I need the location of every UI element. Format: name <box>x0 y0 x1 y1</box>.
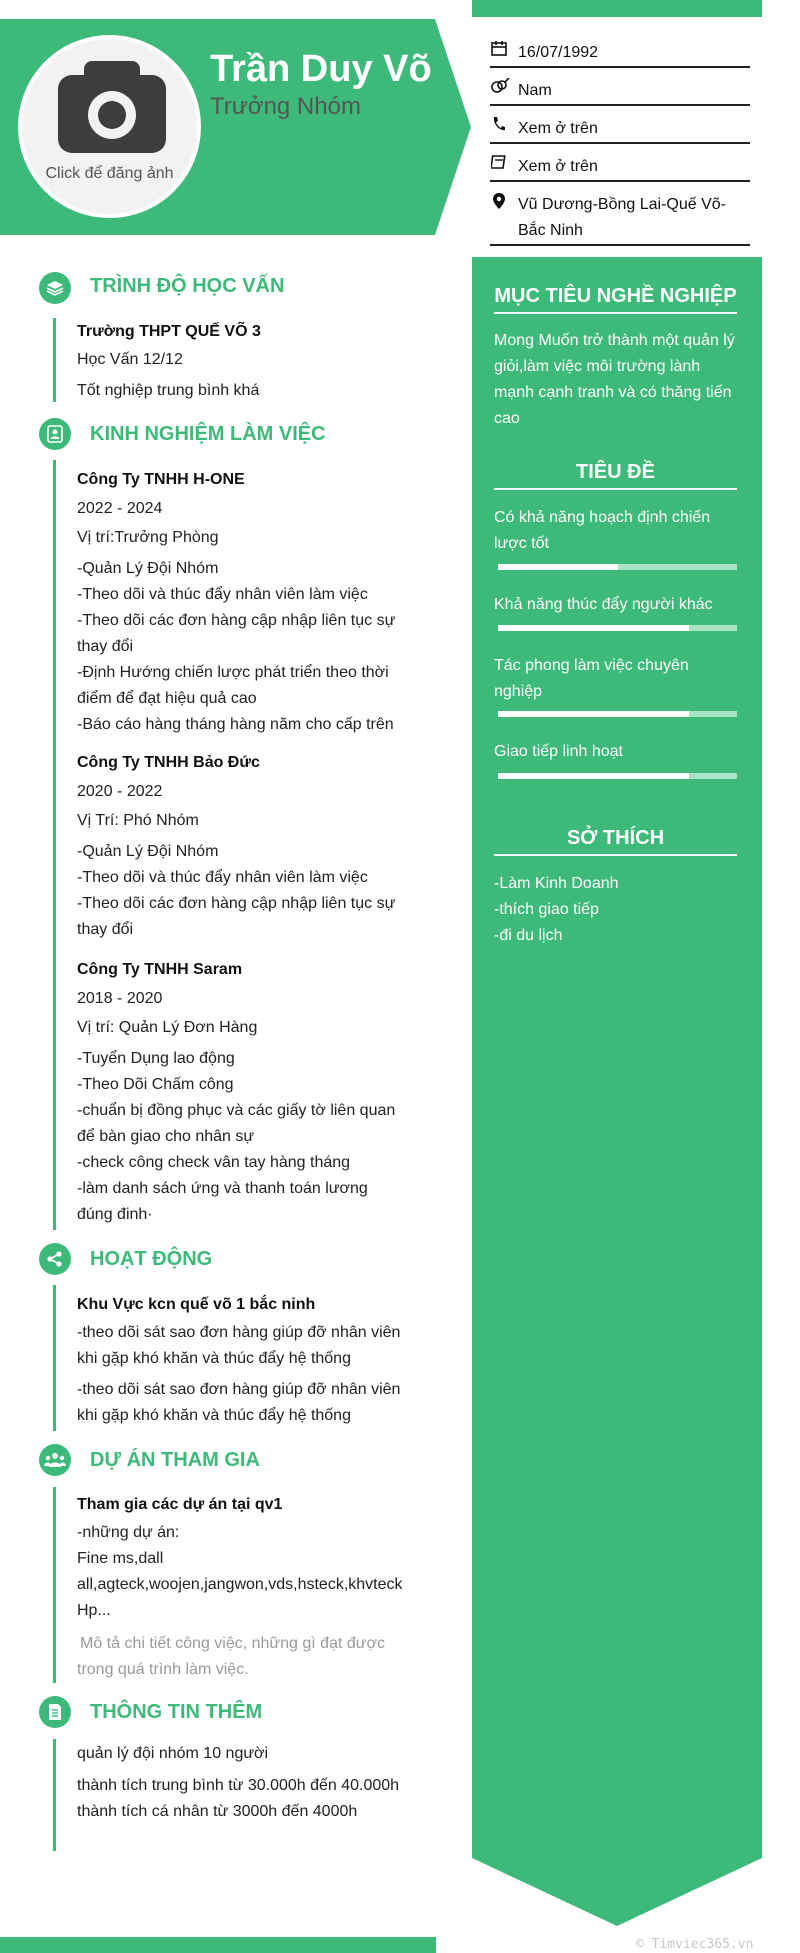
job-line: -Quản Lý Đội Nhóm <box>77 560 219 577</box>
project-line: all,agteck,woojen,jangwon,vds,hsteck,khvteck <box>77 1576 403 1593</box>
activities-line: -theo dõi sát sao đơn hàng giúp đỡ nhân viên <box>77 1324 401 1341</box>
team-icon <box>39 1444 71 1476</box>
objective-line-3: mạnh cạnh tranh và có thăng tiến <box>494 384 732 401</box>
hobbies-heading: SỞ THÍCH <box>494 827 737 856</box>
skill-bar <box>498 625 737 631</box>
projects-timeline <box>53 1487 56 1683</box>
job-period: 2018 - 2020 <box>77 990 163 1007</box>
skill-label: nghiệp <box>494 683 543 700</box>
contact-birthday-value: 16/07/1992 <box>518 44 599 61</box>
contact-address <box>490 192 750 246</box>
project-placeholder[interactable]: Mô tả chi tiết công việc, những gì đạt được <box>80 1635 385 1652</box>
objective-line-4: cao <box>494 410 520 427</box>
job-line: -chuẩn bị đồng phục và các giấy tờ liên quan <box>77 1102 396 1119</box>
contact-email-value: Xem ở trên <box>518 158 598 175</box>
skill-label: Tác phong làm việc chuyên <box>494 657 689 674</box>
document-icon <box>39 1696 71 1728</box>
job-company: Công Ty TNHH Bảo Đức <box>77 754 260 771</box>
education-icon <box>39 272 71 304</box>
job-position: Vị Trí: Phó Nhóm <box>77 812 199 829</box>
calendar-icon <box>490 40 508 59</box>
activities-place: Khu Vực kcn quế võ 1 bắc ninh <box>77 1296 316 1313</box>
job-company: Công Ty TNHH H-ONE <box>77 471 245 488</box>
skill-bar-fill <box>498 625 689 631</box>
objective-line-2: giỏi,làm việc môi trường lành <box>494 358 701 375</box>
education-level: Học Vấn 12/12 <box>77 351 183 368</box>
activities-line: khi gặp khó khăn và thúc đẩy hệ thống <box>77 1350 351 1367</box>
job-line: -Theo dõi các đơn hàng cập nhập liên tục sự <box>77 612 396 629</box>
avatar-caption: Click để đăng ảnh <box>45 165 174 182</box>
job-line: thay đổi <box>77 921 134 938</box>
skills-heading: TIÊU ĐỀ <box>494 461 737 490</box>
contact-birthday <box>490 40 750 68</box>
activities-timeline <box>53 1285 56 1431</box>
avatar-upload[interactable] <box>18 35 201 218</box>
project-placeholder[interactable]: trong quá trình làm việc. <box>77 1661 249 1678</box>
project-line: Hp... <box>77 1602 111 1619</box>
skill-bar <box>498 564 737 570</box>
job-position: Vị trí: Quản Lý Đơn Hàng <box>77 1019 258 1036</box>
job-company: Công Ty TNHH Saram <box>77 961 243 978</box>
experience-timeline <box>53 460 56 1230</box>
right-top-bar <box>472 0 762 17</box>
job-line: -Theo dõi các đơn hàng cập nhập liên tục sự <box>77 895 396 912</box>
contact-phone-value: Xem ở trên <box>518 120 598 137</box>
hobby-item: -đi du lịch <box>494 927 563 944</box>
projects-title: DỰ ÁN THAM GIA <box>90 1449 260 1471</box>
objective-line-1: Mong Muốn trở thành một quản lý <box>494 332 735 349</box>
skill-bar <box>498 773 737 779</box>
job-line: -Báo cáo hàng tháng hàng năm cho cấp trên <box>77 716 394 733</box>
extra-line: quản lý đội nhóm 10 người <box>77 1745 269 1762</box>
share-icon <box>39 1243 71 1275</box>
extra-line: thành tích trung bình từ 30.000h đến 40.000h <box>77 1777 400 1794</box>
job-line: -Định Hướng chiến lược phát triển theo thời <box>77 664 389 681</box>
job-line: -làm danh sách ứng và thanh toán lương <box>77 1180 368 1197</box>
job-period: 2020 - 2022 <box>77 783 163 800</box>
phone-icon <box>490 116 508 135</box>
gender-icon <box>490 78 508 97</box>
extra-line: thành tích cá nhân từ 3000h đến 4000h <box>77 1803 358 1820</box>
job-line: đúng đinh· <box>77 1206 153 1223</box>
hobby-item: -Làm Kinh Doanh <box>494 875 619 892</box>
location-icon <box>490 192 508 213</box>
contact-gender <box>490 78 750 106</box>
job-line: -Tuyển Dụng lao động <box>77 1050 235 1067</box>
skill-label: Giao tiếp linh hoạt <box>494 743 623 760</box>
hobby-item: -thích giao tiếp <box>494 901 599 918</box>
contact-gender-value: Nam <box>518 82 552 99</box>
extra-timeline <box>53 1739 56 1851</box>
job-line: thay đổi <box>77 638 134 655</box>
education-result: Tốt nghiệp trung bình khá <box>77 382 260 399</box>
contact-address-value-2: Bắc Ninh <box>518 222 583 239</box>
job-line: điểm để đạt hiệu quả cao <box>77 690 257 707</box>
skill-bar <box>498 711 737 717</box>
contact-phone <box>490 116 750 144</box>
skill-bar-fill <box>498 564 618 570</box>
candidate-name: Trần Duy Võ <box>210 48 432 90</box>
candidate-title: Trưởng Nhóm <box>210 93 361 120</box>
skill-bar-fill <box>498 773 689 779</box>
project-line: Fine ms,dall <box>77 1550 164 1567</box>
camera-lens-inner <box>98 101 126 129</box>
activities-line: khi gặp khó khăn và thúc đẩy hệ thống <box>77 1407 351 1424</box>
activities-line: -theo dõi sát sao đơn hàng giúp đỡ nhân viên <box>77 1381 401 1398</box>
footer-credit: © Timviec365.vn <box>636 1937 754 1952</box>
project-name: Tham gia các dự án tại qv1 <box>77 1496 283 1513</box>
skill-label: lược tốt <box>494 535 549 552</box>
experience-icon <box>39 418 71 450</box>
job-line: để bàn giao cho nhân sự <box>77 1128 255 1145</box>
education-school: Trường THPT QUẾ VÕ 3 <box>77 323 261 340</box>
job-line: -Quản Lý Đội Nhóm <box>77 843 219 860</box>
email-icon <box>490 154 508 173</box>
job-position: Vị trí:Trưởng Phòng <box>77 529 219 546</box>
bottom-bar <box>0 1937 436 1953</box>
education-timeline <box>53 318 56 402</box>
contact-address-value: Vũ Dương-Bồng Lai-Quế Võ- <box>518 196 726 213</box>
job-line: -Theo dõi và thúc đẩy nhân viên làm việc <box>77 586 368 603</box>
job-period: 2022 - 2024 <box>77 500 163 517</box>
contact-email <box>490 154 750 182</box>
objective-heading: MỤC TIÊU NGHỀ NGHIỆP <box>494 285 737 314</box>
activities-title: HOẠT ĐỘNG <box>90 1248 213 1270</box>
skill-label: Có khả năng hoạch định chiến <box>494 509 711 526</box>
skill-bar-fill <box>498 711 689 717</box>
education-title: TRÌNH ĐỘ HỌC VẤN <box>90 275 285 297</box>
job-line: -Theo dõi và thúc đẩy nhân viên làm việc <box>77 869 368 886</box>
project-line: -những dự án: <box>77 1524 180 1541</box>
skill-label: Khả năng thúc đẩy người khác <box>494 596 713 613</box>
job-line: -Theo Dõi Chấm công <box>77 1076 234 1093</box>
job-line: -check công check vân tay hàng tháng <box>77 1154 351 1171</box>
extra-title: THÔNG TIN THÊM <box>90 1701 263 1723</box>
experience-title: KINH NGHIỆM LÀM VIỆC <box>90 423 326 445</box>
